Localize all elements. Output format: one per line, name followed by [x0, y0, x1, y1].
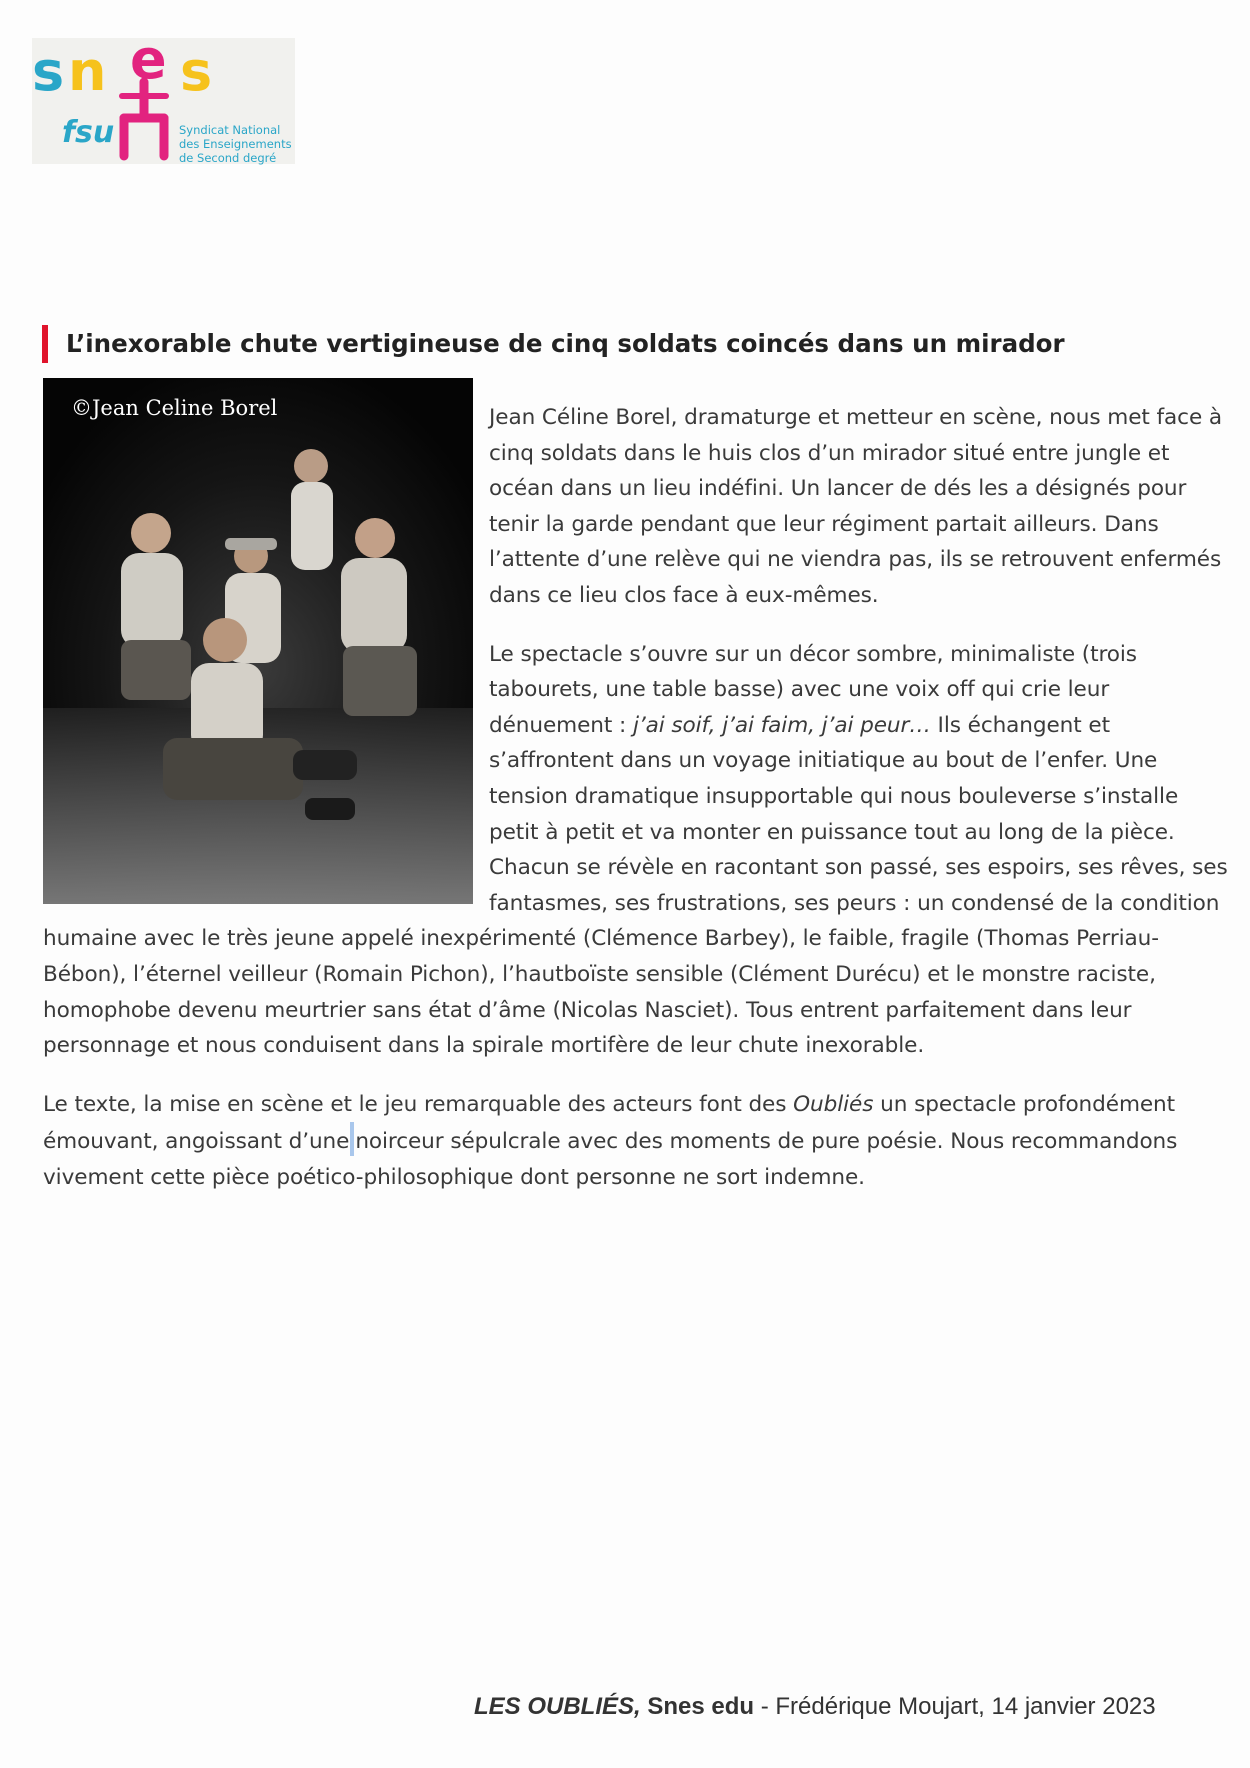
logo-tagline-line: de Second degré [179, 151, 277, 165]
photo-wrap-spacer [43, 398, 489, 903]
paragraph-2-text-cont: Ils échangent et s’affrontent dans un voyage initiatique au bout de l’enfer. Une tension dramatique insupportable qui nous bouleverse s’installe petit à petit et va monter en puissance tout au long de la pièce. Chacun se révèle en racontant son passé, ses espoirs, ses rêves, ses fantasmes, ses frustrations, ses peurs : un condensé de la condition humaine avec le très jeune appelé inexpérimenté (Clémence Barbey), le faible, fragile (Thomas Perriau-Bébon), l’éternel veilleur (Romain Pichon), l’hautboïste sensible (Clément Durécu) et le monstre raciste, homophobe devenu meurtrier sans état d’âme (Nicolas Nasciet). Tous entrent parfaitement dans leur personnage et nous conduisent dans la spirale mortifère de leur chute inexorable. [43, 712, 1228, 1059]
logo-tagline-line: Syndicat National [179, 123, 281, 137]
paragraph-3-text: Le texte, la mise en scène et le jeu remarquable des acteurs font des [43, 1091, 794, 1117]
paragraph-2-quote: j’ai soif, j’ai faim, j’ai peur… [632, 712, 931, 738]
article-title: L’inexorable chute vertigineuse de cinq soldats coincés dans un mirador [66, 329, 1065, 358]
svg-text:s: s [180, 40, 213, 103]
paragraph-3-text-cont: un spectacle profondément émouvant, angoissant d’une [43, 1091, 1176, 1155]
footer-author-date: Frédérique Moujart, 14 janvier 2023 [775, 1693, 1156, 1720]
paragraph-3 [43, 1087, 1233, 1196]
photo-credit: ©Jean Celine Borel [71, 396, 278, 420]
svg-text:n: n [68, 40, 107, 103]
footer-publication: Snes edu [647, 1693, 755, 1720]
paragraph-1: Jean Céline Borel, dramaturge et metteur en scène, nous met face à cinq soldats dans le huis clos d’un mirador situé entre jungle et océan dans un lieu indéfini. Un lancer de dés les a désignés pour tenir la garde pendant que leur régiment partait ailleurs. Dans l’attente d’une relève qui ne viendra pas, ils se retrouvent enfermés dans ce lieu clos face à eux-mêmes. [489, 405, 1223, 608]
paragraph-3-text-end: noirceur sépulcrale avec des moments de pure poésie. Nous recommandons vivement cette pièce poético-philosophique dont personne ne sort indemne. [43, 1129, 1178, 1190]
paragraph-3-show-name: Oubliés [793, 1091, 874, 1117]
svg-text:s: s [32, 40, 65, 103]
footer-credit [474, 1693, 1174, 1721]
title-accent-bar [42, 325, 48, 363]
snes-fsu-logo [32, 38, 295, 164]
footer-show-title: LES OUBLIÉS, [474, 1693, 641, 1720]
svg-text:fsu: fsu [62, 115, 115, 150]
paragraph-2-text: Le spectacle s’ouvre sur un décor sombre, minimaliste (trois tabourets, une table basse) avec une voix off qui crie leur dénuement : [489, 641, 1137, 738]
logo-tagline [179, 123, 292, 165]
article-body [43, 400, 1233, 1218]
text-cursor [350, 1122, 354, 1156]
logo-tagline-line: des Enseignements [179, 137, 292, 151]
svg-text:e: e [130, 38, 167, 91]
footer-separator: - [754, 1693, 776, 1720]
